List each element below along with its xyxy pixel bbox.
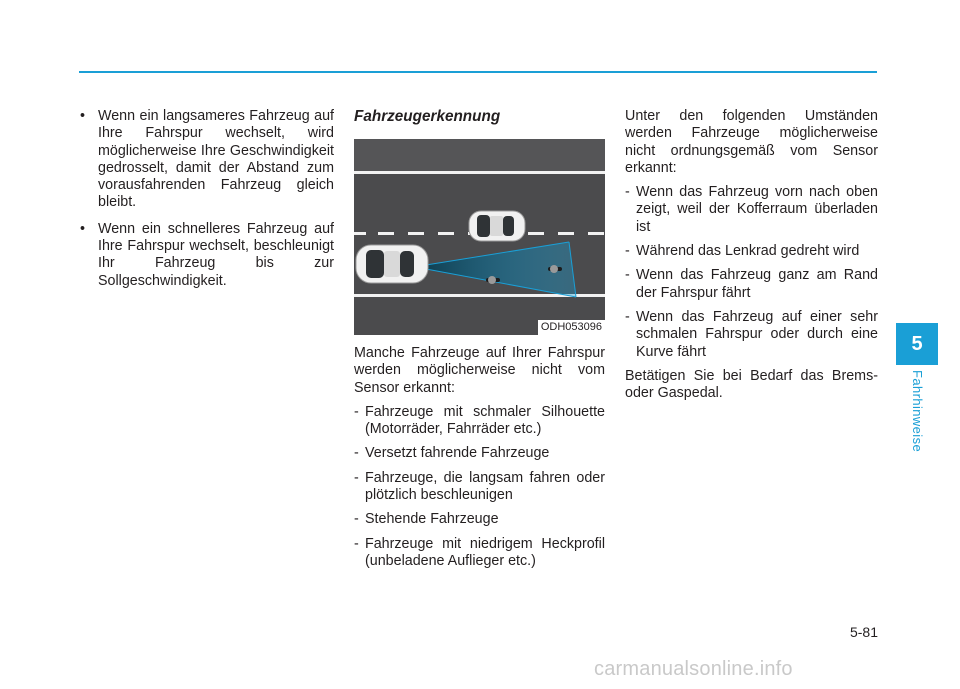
dash-mark: - xyxy=(354,445,359,462)
own-car xyxy=(356,245,428,283)
list-item xyxy=(354,445,605,462)
dash-mark: - xyxy=(354,403,359,420)
list-item-text: Fahrzeuge mit niedrigem Heckprofil (unbeladene Auflieger etc.) xyxy=(365,535,605,569)
page-number: 5-81 xyxy=(849,624,878,640)
intro-paragraph: Unter den folgenden Umständen werden Fahrzeuge möglicherweise nicht ordnungsgemäß vom Sensor erkannt: xyxy=(625,108,878,176)
bullet-text: Wenn ein langsameres Fahrzeug auf Ihre Fahrspur wechselt, wird möglicherweise Ihre Geschwindigkeit gedrosselt, damit der Abstand zum vorausfahrenden Fahrzeug gleich bleibt. xyxy=(98,108,334,211)
dash-mark: - xyxy=(625,243,630,260)
column-middle xyxy=(354,108,605,577)
list-item xyxy=(625,243,878,260)
list-item xyxy=(625,267,878,302)
bullet-item xyxy=(80,221,334,290)
bullet-mark: • xyxy=(80,220,86,237)
list-item xyxy=(625,184,878,236)
list-item-text: Stehende Fahrzeuge xyxy=(365,511,499,528)
sensor-detection-illustration xyxy=(354,139,605,335)
list-item xyxy=(354,536,605,571)
watermark: carmanualsonline.info xyxy=(594,658,793,680)
bullet-item xyxy=(80,108,334,212)
list-item-text: Während das Lenkrad gedreht wird xyxy=(636,243,860,260)
list-item-text: Wenn das Fahrzeug ganz am Rand der Fahrspur fährt xyxy=(636,267,878,301)
column-right xyxy=(625,108,878,409)
dash-mark: - xyxy=(625,308,630,325)
list-item-text: Wenn das Fahrzeug vorn nach oben zeigt, weil der Kofferraum überladen ist xyxy=(636,184,878,235)
list-item-text: Versetzt fahrende Fahrzeuge xyxy=(365,445,550,462)
closing-paragraph: Betätigen Sie bei Bedarf das Brems- oder Gaspedal. xyxy=(625,367,878,402)
list-item xyxy=(354,470,605,505)
road-diagram xyxy=(354,139,605,335)
list-item-text: Fahrzeuge mit schmaler Silhouette (Motorräder, Fahrräder etc.) xyxy=(365,403,605,438)
column-left xyxy=(80,108,334,299)
list-item xyxy=(354,511,605,528)
list-item-text: Fahrzeuge, die langsam fahren oder plötzlich beschleunigen xyxy=(365,469,605,504)
bullet-mark: • xyxy=(80,108,86,124)
bullet-text: Wenn ein schnelleres Fahrzeug auf Ihre Fahrspur wechselt, beschleunigt Ihr Fahrzeug bis zur Sollgeschwindigkeit. xyxy=(98,220,334,289)
list-item xyxy=(625,309,878,361)
vehicle-other-lane xyxy=(469,211,525,241)
chapter-number-tab: 5 xyxy=(896,323,938,365)
chapter-title-text: Fahrhinweise xyxy=(910,370,925,453)
intro-paragraph: Manche Fahrzeuge auf Ihrer Fahrspur werden möglicherweise nicht vom Sensor erkannt: xyxy=(354,345,605,396)
figure-code: ODH053096 xyxy=(538,320,605,335)
dash-mark: - xyxy=(354,469,359,486)
dash-mark: - xyxy=(354,511,359,528)
list-item xyxy=(354,404,605,439)
dash-mark: - xyxy=(354,535,359,552)
dash-mark: - xyxy=(625,184,630,201)
dash-mark: - xyxy=(625,267,630,284)
header-rule xyxy=(79,71,877,73)
list-item-text: Wenn das Fahrzeug auf einer sehr schmalen Fahrspur oder durch eine Kurve fährt xyxy=(636,308,878,360)
lane-edge-line xyxy=(354,171,605,174)
section-heading: Fahrzeugerkennung xyxy=(354,108,501,125)
